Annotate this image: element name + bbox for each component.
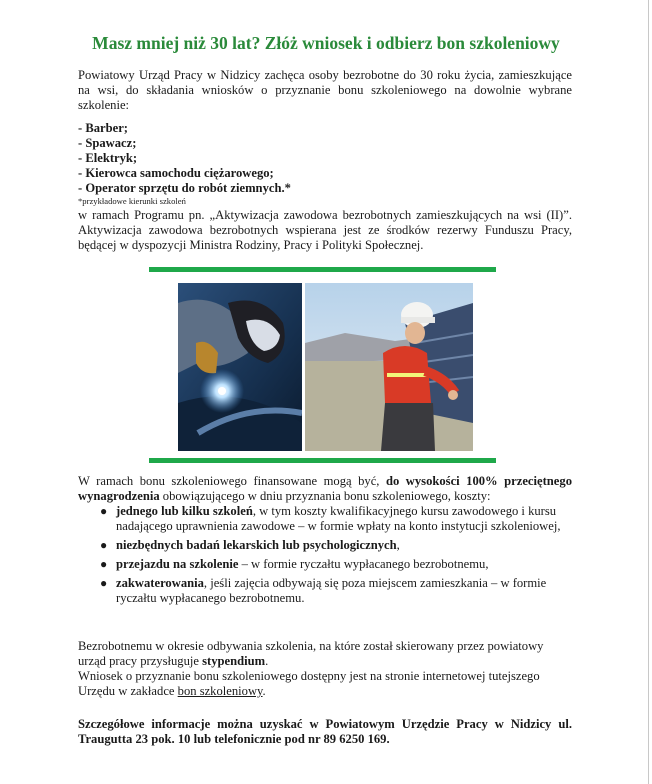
divider-top bbox=[149, 267, 496, 272]
course-item: - Spawacz; bbox=[78, 136, 137, 150]
welder-photo bbox=[178, 283, 302, 451]
program-paragraph: w ramach Programu pn. „Aktywizacja zawodowa bezrobotnych zamieszkujących na wsi (II)”. Aktywizacja zawodowa bezrobotnych wspierana jest ze środków rezerwy Funduszu Pracy, będącej w dyspozycji Ministra Rodziny, Pracy i Polityki Społecznej. bbox=[78, 208, 572, 252]
cost-item: ● niezbędnych badań lekarskich lub psychologicznych, bbox=[100, 538, 400, 552]
bullet-icon: ● bbox=[100, 504, 108, 518]
cost-list bbox=[96, 504, 572, 610]
bullet-icon: ● bbox=[100, 576, 108, 590]
cost-item: ● jednego lub kilku szkoleń, w tym koszty kwalifikacyjnego kursu zawodowego i kursu nadającego uprawnienia zawodowe – w formie wpłaty na konto instytucji szkoleniowej, bbox=[100, 504, 561, 533]
divider-bottom bbox=[149, 458, 496, 463]
stipend-and-application bbox=[78, 639, 572, 699]
course-item: - Operator sprzętu do robót ziemnych.* bbox=[78, 181, 291, 195]
stipend-paragraph: Bezrobotnemu w okresie odbywania szkolenia, na które został skierowany przez powiatowy urząd pracy przysługuje stypendium. bbox=[78, 639, 544, 668]
cost-item: ● przejazdu na szkolenie – w formie ryczałtu wypłacanego bezrobotnemu, bbox=[100, 557, 489, 571]
page-title: Masz mniej niż 30 lat? Złóż wniosek i odbierz bon szkoleniowy bbox=[92, 33, 560, 53]
course-list bbox=[78, 121, 291, 196]
footnote: *przykładowe kierunki szkoleń bbox=[78, 196, 186, 206]
course-item: - Elektryk; bbox=[78, 151, 138, 165]
cost-item: ● zakwaterowania, jeśli zajęcia odbywają się poza miejscem zamieszkania – w formie ryczałtu wypłacanego bezrobotnemu. bbox=[100, 576, 547, 605]
bullet-icon: ● bbox=[100, 557, 108, 571]
funding-paragraph: W ramach bonu szkoleniowego finansowane mogą być, do wysokości 100% przeciętnego wynagrodzenia obowiązującego w dniu przyznania bonu szkoleniowego, koszty: bbox=[78, 474, 572, 503]
bullet-icon: ● bbox=[100, 538, 108, 552]
contact-paragraph: Szczegółowe informacje można uzyskać w Powiatowym Urzędzie Pracy w Nidzicy ul. Traugutta 23 pok. 10 lub telefonicznie pod nr 89 6250 169. bbox=[78, 717, 572, 746]
course-item: - Kierowca samochodu ciężarowego; bbox=[78, 166, 274, 180]
intro-paragraph: Powiatowy Urząd Pracy w Nidzicy zachęca osoby bezrobotne do 30 roku życia, zamieszkujące na wsi, do składania wniosków o przyznanie bonu szkoleniowego na dowolnie wybrane szkolenie: bbox=[78, 68, 572, 112]
electrician-photo bbox=[305, 283, 473, 451]
course-item: - Barber; bbox=[78, 121, 129, 135]
bon-szkoleniowy-link[interactable]: bon szkoleniowy bbox=[177, 684, 263, 698]
application-paragraph: Wniosek o przyznanie bonu szkoleniowego dostępny jest na stronie internetowej tutejszego Urzędu w zakładce bon szkoleniowy. bbox=[78, 669, 540, 698]
